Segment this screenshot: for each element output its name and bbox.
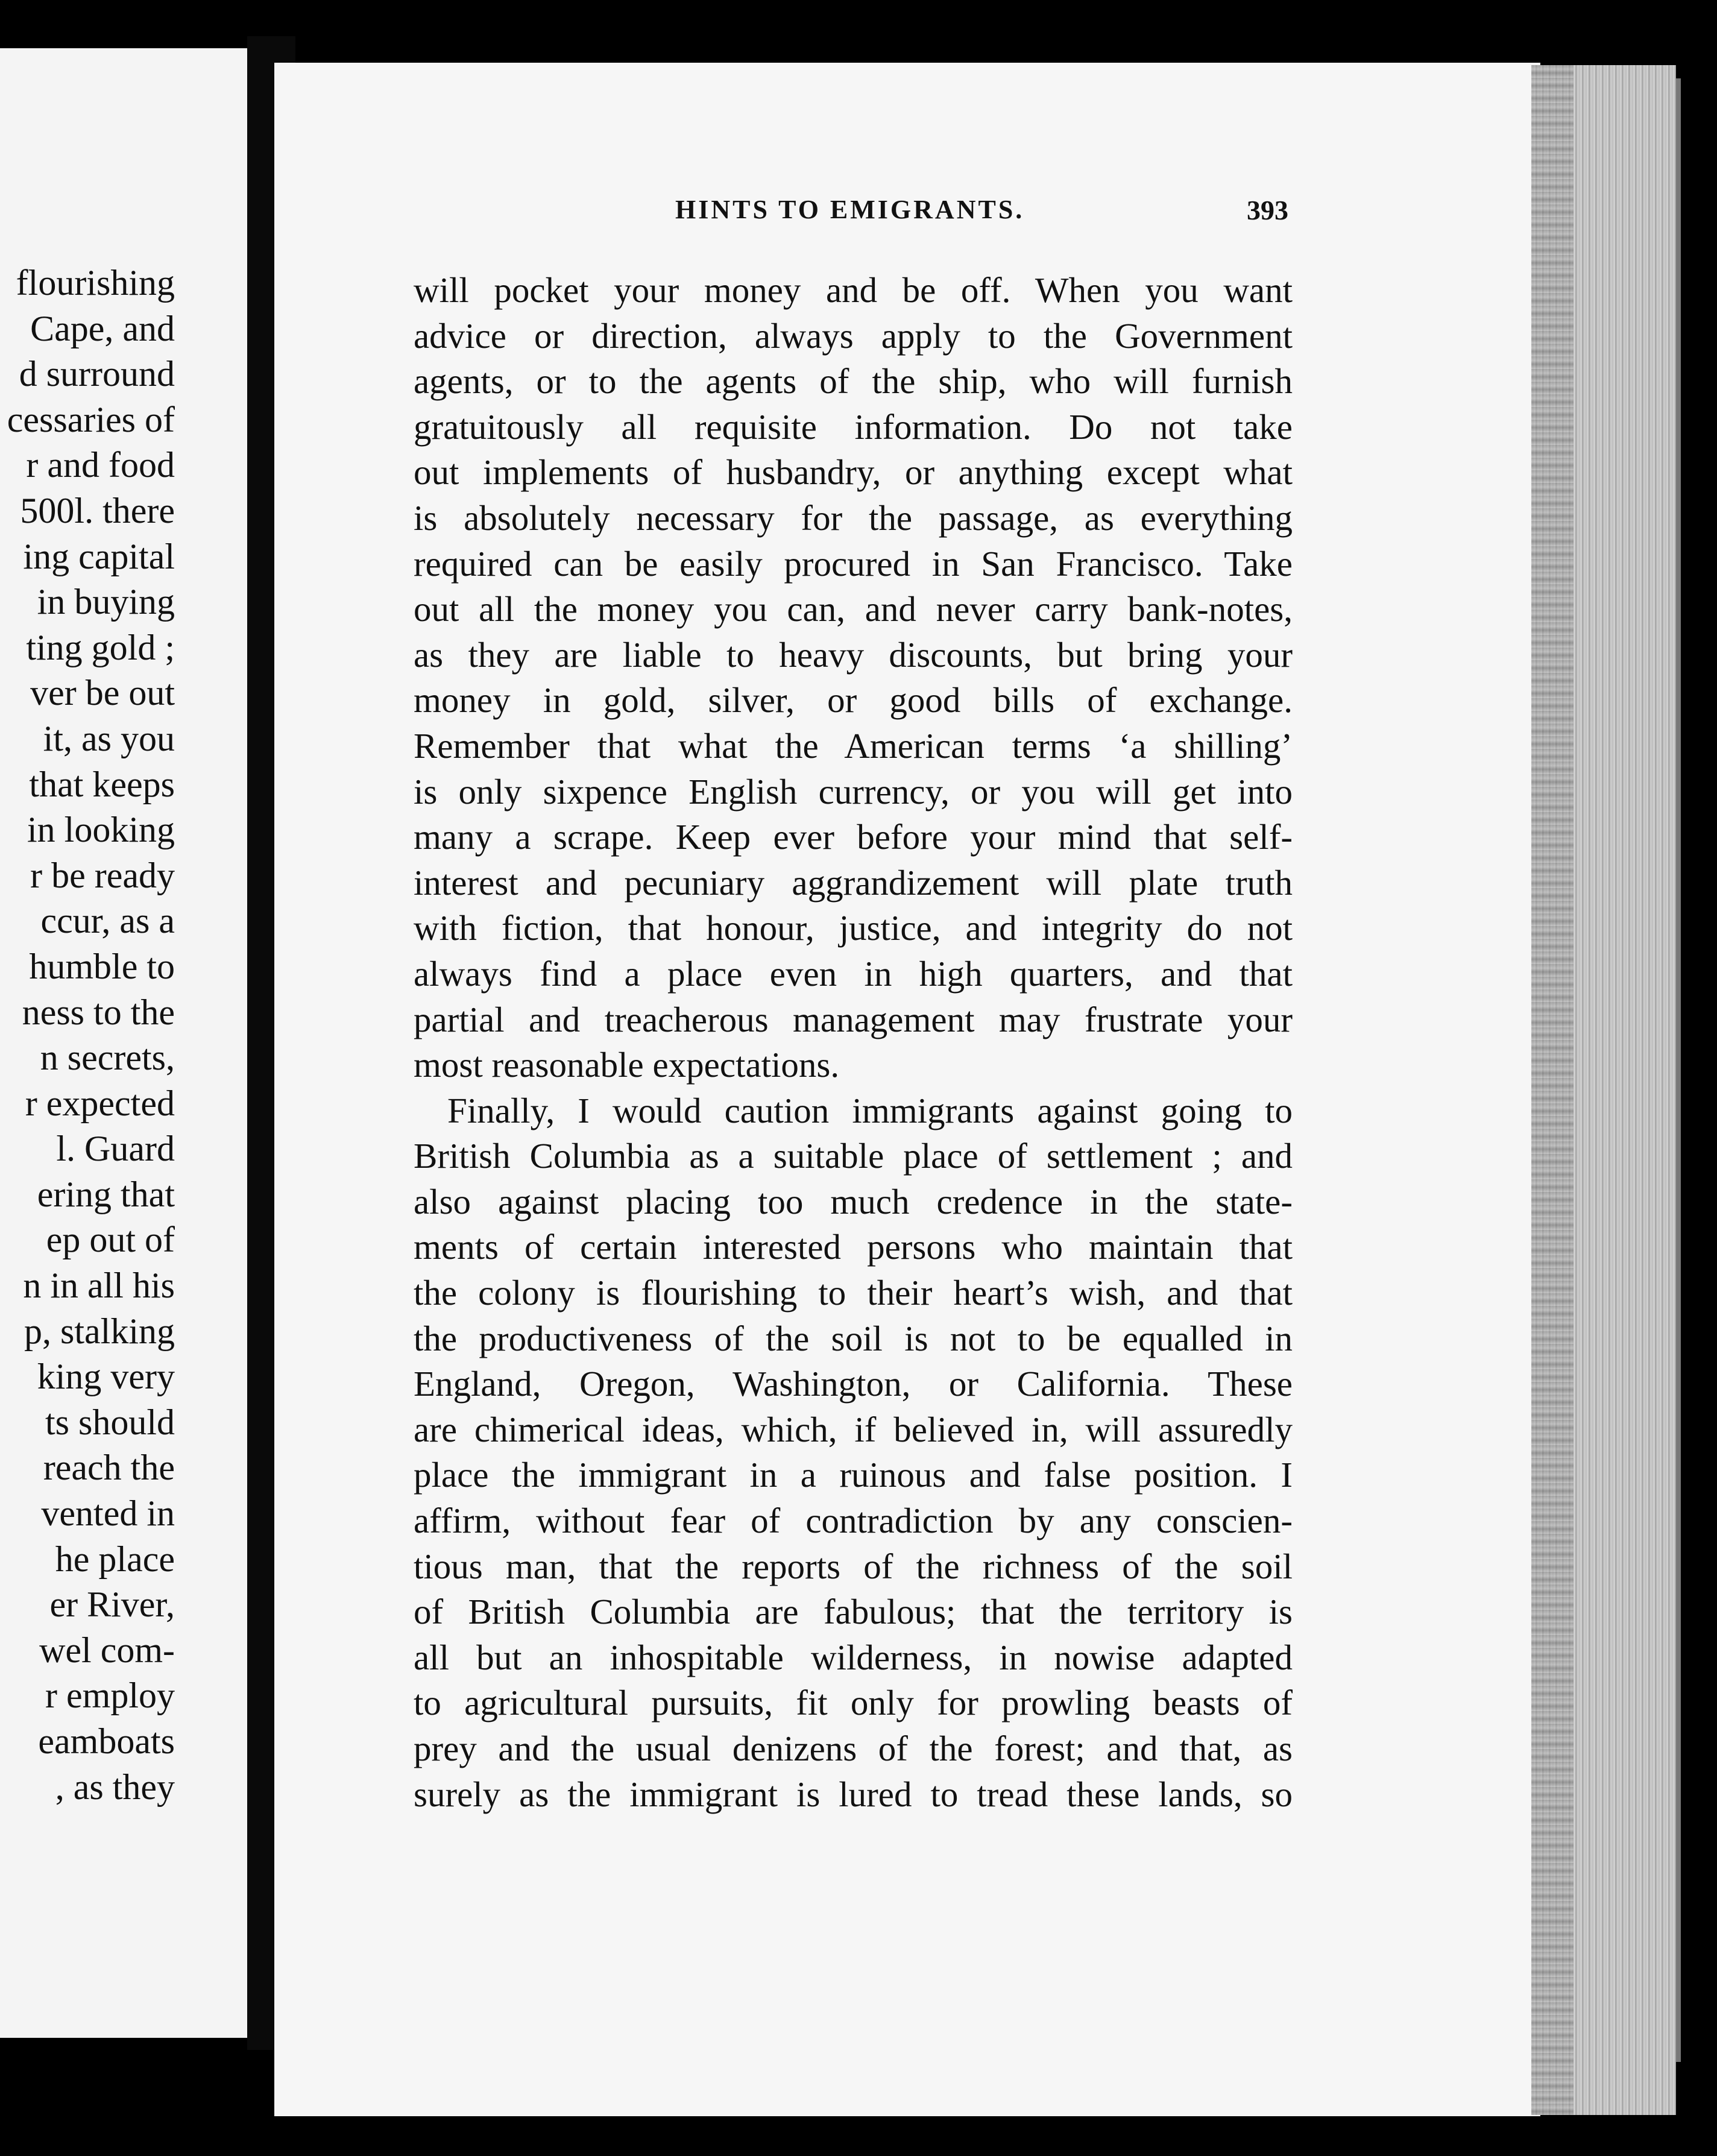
facing-page-line: ver be out xyxy=(30,673,175,713)
facing-page-line: p, stalking xyxy=(24,1311,175,1351)
text-line: Finally, I would caution immigrants against going to xyxy=(447,1090,1293,1130)
text-line: all but an inhospitable wilderness, in nowise adapted xyxy=(414,1637,1293,1677)
text-line: the colony is flourishing to their heart’s wish, and that xyxy=(414,1273,1293,1313)
text-line: England, Oregon, Washington, or California. These xyxy=(414,1364,1293,1404)
text-line: of British Columbia are fabulous; that the territory is xyxy=(414,1592,1293,1632)
text-line: place the immigrant in a ruinous and false position. I xyxy=(414,1455,1293,1495)
text-line: agents, or to the agents of the ship, who will furnish xyxy=(414,361,1293,402)
text-line: British Columbia as a suitable place of settlement ; and xyxy=(414,1136,1293,1176)
text-line: with fiction, that honour, justice, and integrity do not xyxy=(414,908,1293,948)
text-line: ments of certain interested persons who maintain that xyxy=(414,1227,1293,1267)
facing-page-line: reach the xyxy=(43,1448,175,1488)
facing-page-line: ing capital xyxy=(23,536,175,576)
facing-page-line: cessaries of xyxy=(7,399,175,440)
facing-page-line: Cape, and xyxy=(30,308,175,348)
text-line: required can be easily procured in San Francisco. Take xyxy=(414,543,1293,584)
page-number: 393 xyxy=(1247,195,1288,225)
facing-page-line: that keeps xyxy=(29,764,175,804)
facing-page-line: ting gold ; xyxy=(26,627,175,667)
facing-page-line: n in all his xyxy=(23,1266,175,1306)
text-line: partial and treacherous management may frustrate your xyxy=(414,999,1293,1039)
facing-page-text xyxy=(0,260,175,1810)
page-fore-edge-shading xyxy=(1531,65,1574,2115)
text-line: will pocket your money and be off. When you want xyxy=(414,270,1293,310)
facing-page-line: king very xyxy=(37,1357,175,1397)
text-line: gratuitously all requisite information. Do not take xyxy=(414,406,1293,447)
text-line: prey and the usual denizens of the forest; and that, as xyxy=(414,1729,1293,1768)
text-line: most reasonable expectations. xyxy=(414,1045,840,1085)
facing-page-line: n secrets, xyxy=(40,1038,175,1078)
text-line: is absolutely necessary for the passage, as everything xyxy=(414,497,1293,538)
body-text xyxy=(414,268,1293,1817)
facing-page-line: it, as you xyxy=(43,718,175,758)
text-line: also against placing too much credence in the state- xyxy=(414,1181,1293,1221)
facing-page-line: d surround xyxy=(19,354,175,394)
facing-page-line: r employ xyxy=(45,1675,175,1716)
facing-page-line: r be ready xyxy=(30,855,175,895)
facing-page-line: ep out of xyxy=(46,1220,175,1260)
text-line: out all the money you can, and never carry bank-notes, xyxy=(414,589,1293,629)
text-line: interest and pecuniary aggrandizement will plate truth xyxy=(414,862,1293,903)
facing-page-line: eamboats xyxy=(38,1721,175,1761)
facing-page-line: wel com- xyxy=(39,1630,175,1670)
text-line: the productiveness of the soil is not to be equalled in xyxy=(414,1318,1293,1358)
facing-page-line: r expected xyxy=(25,1083,175,1123)
facing-page-line: flourishing xyxy=(16,263,175,303)
facing-page-line: ering that xyxy=(37,1174,175,1214)
text-line: surely as the immigrant is lured to tread these lands, so xyxy=(414,1774,1293,1814)
text-line: affirm, without fear of contradiction by any conscien- xyxy=(414,1501,1293,1541)
facing-page-line: he place xyxy=(55,1539,175,1579)
text-line: many a scrape. Keep ever before your mind that self- xyxy=(414,817,1293,857)
text-line: Remember that what the American terms ‘a shilling’ xyxy=(414,725,1293,766)
text-line: always find a place even in high quarters, and that xyxy=(414,953,1293,994)
text-line: money in gold, silver, or good bills of exchange. xyxy=(414,680,1293,720)
facing-page-line: , as they xyxy=(55,1767,175,1807)
facing-page-line: vented in xyxy=(41,1493,175,1534)
facing-page-left xyxy=(0,48,247,2038)
facing-page-line: 500l. there xyxy=(20,490,175,531)
facing-page-line: l. Guard xyxy=(56,1129,175,1169)
text-line: out implements of husbandry, or anything except what xyxy=(414,452,1293,493)
facing-page-line: ness to the xyxy=(22,992,175,1032)
facing-page-line: humble to xyxy=(29,946,175,986)
facing-page-line: ts should xyxy=(45,1402,175,1442)
facing-page-line: er River, xyxy=(49,1584,175,1625)
facing-page-line: in buying xyxy=(37,582,175,622)
facing-page-line: r and food xyxy=(26,445,175,485)
facing-page-line: ccur, as a xyxy=(40,901,175,941)
text-line: tious man, that the reports of the richness of the soil xyxy=(414,1546,1293,1586)
facing-page-line: in looking xyxy=(27,810,175,850)
page-fore-edge-rim xyxy=(1676,78,1681,2062)
text-line: is only sixpence English currency, or you will get into xyxy=(414,771,1293,812)
text-line: as they are liable to heavy discounts, but bring your xyxy=(414,634,1293,675)
text-line: are chimerical ideas, which, if believed in, will assuredly xyxy=(414,1409,1293,1449)
text-line: advice or direction, always apply to the Government xyxy=(414,315,1293,356)
running-head: HINTS TO EMIGRANTS. xyxy=(675,195,1025,224)
text-line: to agricultural pursuits, fit only for prowling beasts of xyxy=(414,1683,1293,1723)
